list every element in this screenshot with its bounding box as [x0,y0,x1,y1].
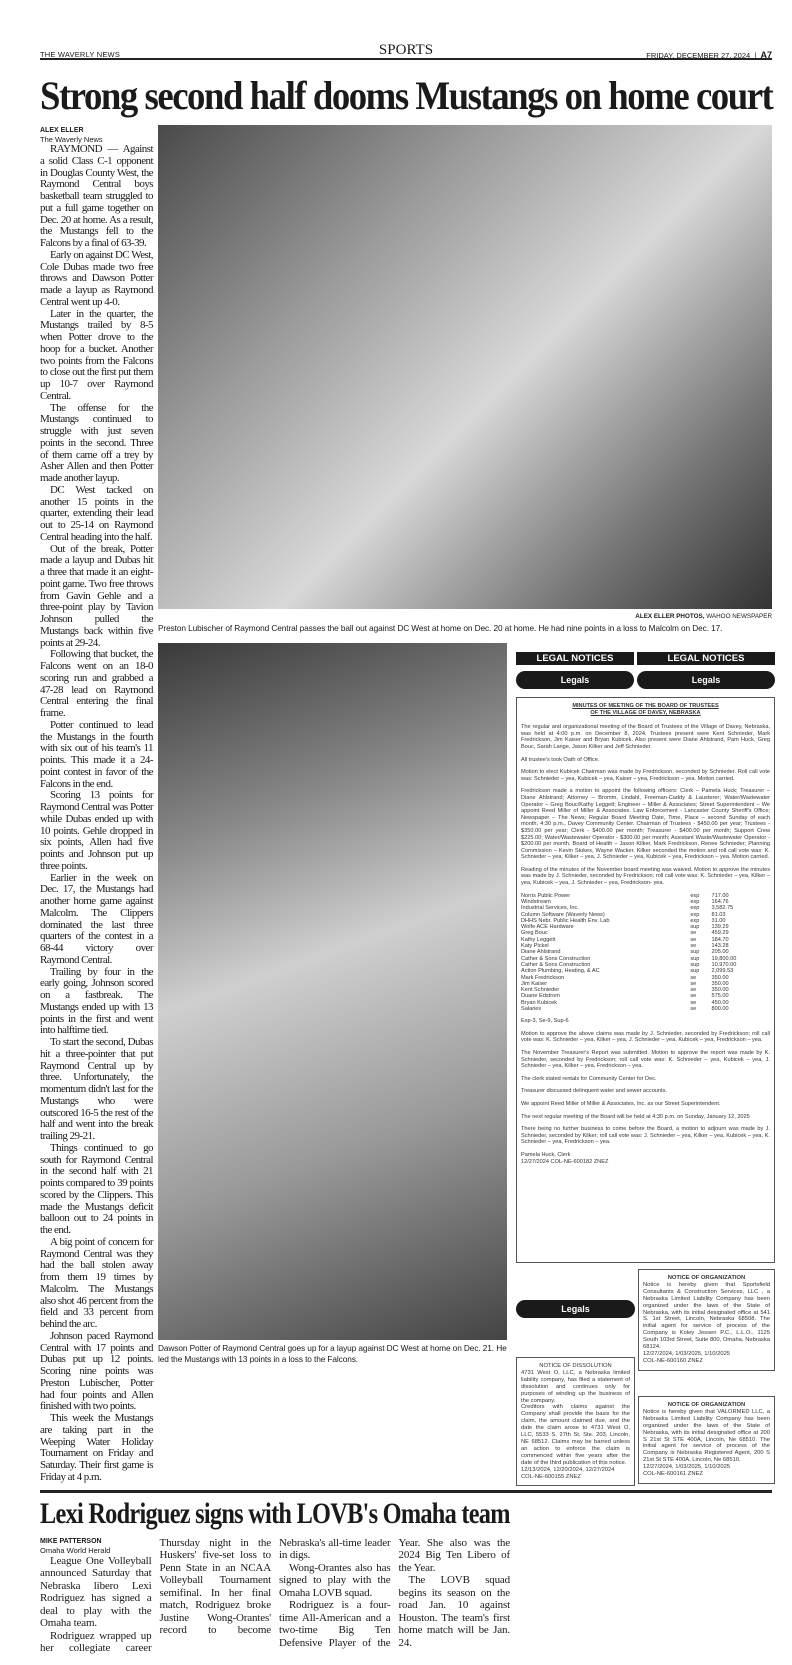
notice-ref: COL-NE-600160 ZNEZ [643,1357,703,1364]
claim-payee: Diane Ahlstrand [521,949,561,956]
paragraph: Out of the break, Potter made a layup and Dubas hit a three that made it an eight-point game. Two free throws from Gavin Gehle and a three-point play by Tavion Johnson pulled the Mustangs back within five points at 29-24. [40,542,153,649]
section-divider [40,1490,772,1493]
notice-organization-sportsfield [638,1269,775,1371]
claim-amount: 164.76 [711,898,729,905]
notice-ref: COL-NE-600161 ZNEZ [643,1471,703,1478]
date-page: FRIDAY, DECEMBER 27, 2024 | A7 [646,50,772,60]
notice-text: 4731 West O, LLC, a Nebraska limited liability company, has filed a statement of dissolution and continues only for purposes of winding up the business of the company. [521,1369,630,1404]
legal-notices-header: LEGAL NOTICES [637,652,775,665]
minutes-notice [516,697,775,1263]
notice-organization-valormed [638,1396,775,1484]
claim-amount: 31.00 [711,917,726,924]
paragraph: The clerk stated rentals for Community Center for Dec. [521,1075,657,1082]
paragraph: A big point of concern for Raymond Central was they had the ball stolen away from them 19 times by Malcolm. The Mustangs also shot 46 percent from the field and 33 percent from behind the arc. [40,1235,153,1330]
notice-text: Creditors with claims against the Company shall provide the basis for the claim, the amount claimed due, and the date the claim arose to 4731 West O, LLC, 5533 S. 27th St, Ste. 203, Lincoln, NE 68512. Claims may be barred unless an action to enforce the claim is commenced within five years after the date of the third publication of this notice. [521,1404,630,1466]
claim-payee: Greg Bouc [521,930,548,937]
claim-type: exp [690,911,700,918]
claim-payee: Action Plumbing, Heating, & AC [521,968,600,975]
claim-payee: Industrial Services, Inc. [521,905,579,912]
article1-body-column [40,126,153,1484]
paragraph: Potter continued to lead the Mustangs in the fourth with six out of his team's 11 points. This made it a 24-point contest in favor of the Falcons in the end. [40,718,153,790]
notice-title: NOTICE OF ORGANIZATION [667,1275,746,1281]
claim-type: se [690,936,697,943]
claim-amount: 350.00 [711,987,729,994]
claim-type: se [690,980,697,987]
notice-title: NOTICE OF ORGANIZATION [667,1402,746,1408]
claim-payee: Windstream [521,898,551,905]
minutes-paragraphs-after [521,1031,770,1146]
claim-amount: 10,970.00 [711,961,737,968]
paragraph: Scoring 13 points for Raymond Central was Potter while Dubas ended up with 10 points. Gehle dropped in six points, Allen had five points and Johnson put up three points. [40,789,153,872]
notice-ref: COL-NE-600155 ZNEZ [521,1473,581,1480]
notice-dissolution [516,1357,635,1486]
notice-dates: 12/13/2024, 12/20/2024, 12/27/2024 [521,1466,615,1473]
article1-headline: Strong second half dooms Mustangs on home court [40,73,773,118]
paragraph: Reading of the minutes of the November board meeting was waived. Motion to approve the minutes was made by J. Schnieder, seconded by Fredrickson; roll call vote was: K. Schnieder – yea, Kilker – yea, Kubicek – yea, J. Schnieder – yea, Fredrickson- yea. [521,866,770,887]
claim-payee: Column Software (Waverly News) [521,911,605,918]
paragraph: The November Treasurer's Report was submitted. Motion to approve the report was made by K. Schnieder, seconded by Fredrickson; roll call vote was: K. Schnieder – yea, Kubicek – yea, J. Schnieder – yea, Kilker – yea, Fredrickson – yea. [521,1050,770,1070]
minutes-title-line1: MINUTES OF MEETING OF THE BOARD OF TRUSTEES [572,703,719,709]
paragraph: Motion to approve the above claims was made by J. Schnieder, seconded by Fredrickson; roll call vote was: K. Schnieder – yea, Kilker – yea, J. Schnieder – yea, Kubicek – yea, Fredrickson – yea. [521,1030,770,1044]
legals-pill: Legals [516,1300,635,1318]
paragraph: Johnson paced Raymond Central with 17 points and Dubas put up 12 points. Scoring nine points was Preston Lubischer, Potter had four points and Allen finished with two points. [40,1329,153,1413]
minutes-title [521,703,770,716]
claim-amount: 81.03 [711,911,726,918]
paragraph: All trustee's took Oath of Office. [521,756,600,763]
claim-amount: 2,099.53 [711,968,734,975]
paragraph: Things continued to go south for Raymond Central in the second half with 21 points compared to 39 points scored by the Clippers. This made the Mustangs deficit balloon out to 24 points in the end. [40,1141,153,1236]
claim-payee: Salaries [521,1006,542,1012]
claim-payee: Kathy Leggett [521,936,556,943]
claim-amount: 143.28 [711,943,729,950]
article2-headline: Lexi Rodriguez signs with LOVB's Omaha team [40,1497,510,1530]
paper-name: THE WAVERLY NEWS [40,50,121,59]
claim-amount: 575.00 [711,993,729,1000]
claim-type: sup [690,924,700,931]
claim-type: se [690,930,697,937]
article2-body [40,1537,510,1655]
claim-amount: 450.00 [711,999,729,1006]
claim-payee: Norris Public Power [521,892,571,899]
paragraph: Treasurer discussed delinquent water and sewer accounts. [521,1088,667,1095]
claim-type: se [690,974,697,981]
claim-amount: 459.29 [711,930,729,937]
claim-payee: Cather & Sons Construction [521,955,591,962]
legals-pill: Legals [516,671,634,689]
claim-type: sup [690,949,700,956]
author: MIKE PATTERSON [40,1538,102,1545]
section-name: SPORTS [378,42,434,58]
article1-text [40,144,153,1484]
legal-notices-header: LEGAL NOTICES [516,652,634,665]
paragraph: DC West tacked on another 15 points in the quarter, extending their lead out to 25-14 on Raymond Central heading into the half. [40,483,153,543]
claims-summary: Exp-3, Se-9, Sup-6 [521,1018,569,1025]
claim-type: se [690,999,697,1006]
claim-type: sup [690,955,700,962]
page-number: A7 [760,50,772,60]
claim-type: exp [690,898,700,905]
claim-payee: Kent Schnieder [521,987,560,994]
claim-amount: 350.00 [711,974,729,981]
paragraph: Trailing by four in the early going, Johnson scored on a fastbreak. The Mustangs ended up with 13 points in the first and went into halftime tied. [40,965,153,1037]
paragraph: League One Volleyball announced Saturday that Nebraska libero Lexi Rodriguez has signed a deal to play with the Omaha team. [40,1555,152,1630]
photo-credit [158,613,772,620]
issue-date: FRIDAY, DECEMBER 27, 2024 [646,51,751,60]
claim-amount: 350.00 [711,980,729,987]
paragraph: There being no further business to come before the Board, a motion to adjourn was made by J. Schnieder, seconded by Kilker; roll call vote was: J. Schnieder – yea, Kilker – yea, Kubicek – yea, K. Schnieder – yea, Fredrickson – yea. [521,1126,770,1146]
claim-payee: Katy Pickel [521,943,549,950]
claim-payee: Mark Fredrickson [521,974,565,981]
claim-amount: 205.00 [711,949,729,956]
claim-type: exp [690,905,700,912]
paragraph: The regular and organizational meeting of the Board of Trustees of the Village of Davey, Nebraska, was held at 4:00 p.m. on December 8, 2024. Trustees present were Kent Schnieder, Mark Fredrickson, Jim Kaiser and Bryan Kubicek. Also present were Diane Ahlstrand, Pam Huck, Greg Bouc, Sarah Lange, Jason Kilker and Jeff Schnieder. [521,724,770,750]
claim-payee: Jim Kaiser [521,980,548,987]
paragraph: The next regular meeting of the Board will be held at 4:30 p.m. on Sunday, January 12, 2025 [521,1113,750,1120]
notice-ref: 12/27/2024 COL-NE-600182 ZNEZ [521,1158,609,1165]
claim-amount: 717.00 [711,892,729,899]
article1-byline [40,126,153,144]
claim-type: sup [690,961,700,968]
author-org: Omaha World Herald [40,1546,111,1555]
claim-payee: Duane Edstrom [521,993,560,1000]
claim-amount: 184.70 [711,936,729,943]
minutes-paragraphs-before [521,724,770,886]
notice-title: NOTICE OF DISSOLUTION [539,1363,612,1369]
paragraph: The LOVB squad begins its season on the road Jan. 10 against Houston. The team's first home match will be Jan. 24. [398,1574,510,1649]
notice-text: Notice is hereby given that VALORMED LLC, a Nebraska Limited Liability Company has been organized under the laws of the State of Nebraska, with its initial designated office at 200 S 21st St STE 400A, Lincoln, Ne 68510. The initial agent for service of process of the Company is Nebraska Registered Agent, 200 S 21st St STE 400A, Lincoln, Ne 68510. [643,1408,770,1464]
claim-type: exp [690,917,700,924]
paragraph: To start the second, Dubas hit a three-pointer that put Raymond Central up by three. Unfortunately, the momentum didn't last for the Mustangs who were outscored 16-5 the rest of the half and went into the break trailing 29-21. [40,1036,153,1142]
notice-dates: 12/27/2024, 1/03/2025, 1/10/2025 [643,1464,731,1471]
paragraph: We appoint Reed Miller of Miller & Associates, Inc. as our Street Superintendent. [521,1101,721,1108]
masthead [40,44,772,60]
notice-text: Notice is hereby given that Sportsfield Consultants & Construction Services, LLC , a Nebraska Limited Liability Company has been organized under the laws of the State of Nebraska, with its initial designated office at 541 S. 1st Street, Lincoln, Nebraska 68508. The initial agent for service of process of the Company is Koley Jessen P.C., L.L.O., 1125 South 103rd Street, Suite 800, Omaha, Nebraska 68124. [643,1281,770,1351]
claim-type: sup [690,968,700,975]
claim-row [521,1006,770,1012]
minutes-title-line2: OF THE VILLAGE OF DAVEY, NEBRASKA [590,709,701,716]
paragraph: Rodriguez wrapped up her collegiate career Thursday night in the Huskers' five-set loss to Penn State in an NCAA Volleyball Tournament semifinal. In her final match, Rodriguez broke Justine Wong-Orantes' record to become Nebraska's all-time leader in digs. [40,1537,391,1655]
credit-name: ALEX ELLER PHOTOS, [635,613,705,620]
author: ALEX ELLER [40,127,84,134]
notice-dates: 12/27/2024, 1/03/2025, 1/10/2025 [643,1350,731,1357]
credit-org: WAHOO NEWSPAPER [706,613,772,620]
paragraph: Rodriguez is a four-time All-American and a two-time Big Ten Defensive Player of the Year. She also was the 2024 Big Ten Libero of the Year. [279,1537,510,1649]
paragraph: Early on against DC West, Cole Dubas made two free throws and Dawson Potter made a layup as Raymond Central went up 4-0. [40,248,153,308]
claim-type: se [690,987,697,994]
claim-amount: 139.29 [711,924,729,931]
claim-type: se [690,993,697,1000]
photo1-caption: Preston Lubischer of Raymond Central passes the ball out against DC West at home on Dec. 20 at home. He had nine points in a loss to Malcolm on Dec. 17. [158,623,723,633]
photo2-caption: Dawson Potter of Raymond Central goes up for a layup against DC West at home on Dec. 21. He led the Mustangs with 13 points in a loss to the Falcons. [158,1343,507,1364]
claim-payee: Cather & Sons Construction [521,961,591,968]
paragraph: Earlier in the week on Dec. 17, the Mustangs had another home game against Malcolm. The Clippers dominated the last three quarters of the contest in a 68-44 victory over Raymond Central. [40,871,153,966]
claim-amount: 800.00 [711,1006,729,1012]
claim-amount: 3,582.75 [711,905,734,912]
paragraph: Following that bucket, the Falcons went on an 18-0 scoring run and grabbed a 47-28 lead on Raymond Central entering the final frame. [40,648,153,719]
paragraph: RAYMOND — Against a solid Class C-1 opponent in Douglas County West, the Raymond Central boys basketball team struggled to put a full game together on Dec. 20 at home. As a result, the Mustangs fell to the Falcons by a final of 63-39. [40,143,153,249]
claim-payee: Wolfe ACE Hardware [521,924,574,931]
paragraph: Later in the quarter, the Mustangs trailed by 8-5 when Potter drove to the hoop for a bucket. Another two points from the Falcons to close out the first put them up 10-7 over Raymond Central. [40,307,153,402]
paragraph: Wong-Orantes also has signed to play with the Omaha LOVB squad. [279,1561,391,1599]
paragraph: Fredrickson made a motion to appoint the following officers: Clerk – Pamela Huck; Treasurer – Diane Ahlstrand; Attorney – Bromm, Lindahl, Freeman-Caddy & Lausterer; Water/Wastewater Operator – Greg Bouc/Kathy Leggett; Engineer – Miller & Associates; Street Superintendent – We appoint Reed Miller of Miller & Associates. Law Enforcement - Lancaster County Sheriff's Office; Newspaper – The News; Regular Board Meeting Date, Time, Place – second Sunday of each month, 4:30 p.m., Davey Community Center. Chairman of Trustees - $450.00 per year; Trustees - $350.00 per year; Clerk - $400.00 per month; Treasurer - $400.00 per month; Support Crew $225.00; Water/Wastewater Operator - $300.00 per month; Assistant Waste/Wastewater Operator - $200.00 per month. Board of Health – Jason Kilker, Mark Fredrickson, Renee Schnieder; Planning Commission – Kevin Stokes, Wayne Wacker. Kilker seconded the motion and roll call vote was: K. Schnieder – yea, Kilker – yea, J. Schnieder – yea, Kubicek – yea, Fredrickson – yea. Motion carried. [521,788,770,861]
photo-lubischer-pass [158,125,772,609]
paragraph: This week the Mustangs are taking part in the Weeping Water Holiday Tournament on Friday and Saturday. Their first game is Friday at 4 p.m. [40,1412,153,1483]
claim-payee: Bryan Kubicek [521,999,558,1006]
claim-type: se [690,943,697,950]
paragraph: The offense for the Mustangs continued to struggle with just seven points in the second. Three of them came off a trey by Asher Allen and then Potter made another layup. [40,401,153,484]
article2-byline [40,1537,152,1555]
claim-payee: DHHS Nebr. Public Health Env. Lab [521,917,610,924]
paragraph: Motion to elect Kubicek Chairman was made by Fredrickson, seconded by Schnieder. Roll call vote was: Schnieder – yea, Kubicek – yea, Kaiser – yea, Fredrickson – yea. Motion carried. [521,769,770,782]
claim-type: exp [690,892,700,899]
photo-potter-layup [158,643,507,1340]
claim-amount: 19,800.00 [711,955,737,962]
article2-text [40,1537,510,1655]
signature: Pamela Huck, Clerk [521,1152,571,1159]
claim-type: se [690,1006,697,1012]
claims-table [521,893,770,1013]
legals-pill: Legals [637,671,775,689]
author-org: The Waverly News [40,135,103,144]
